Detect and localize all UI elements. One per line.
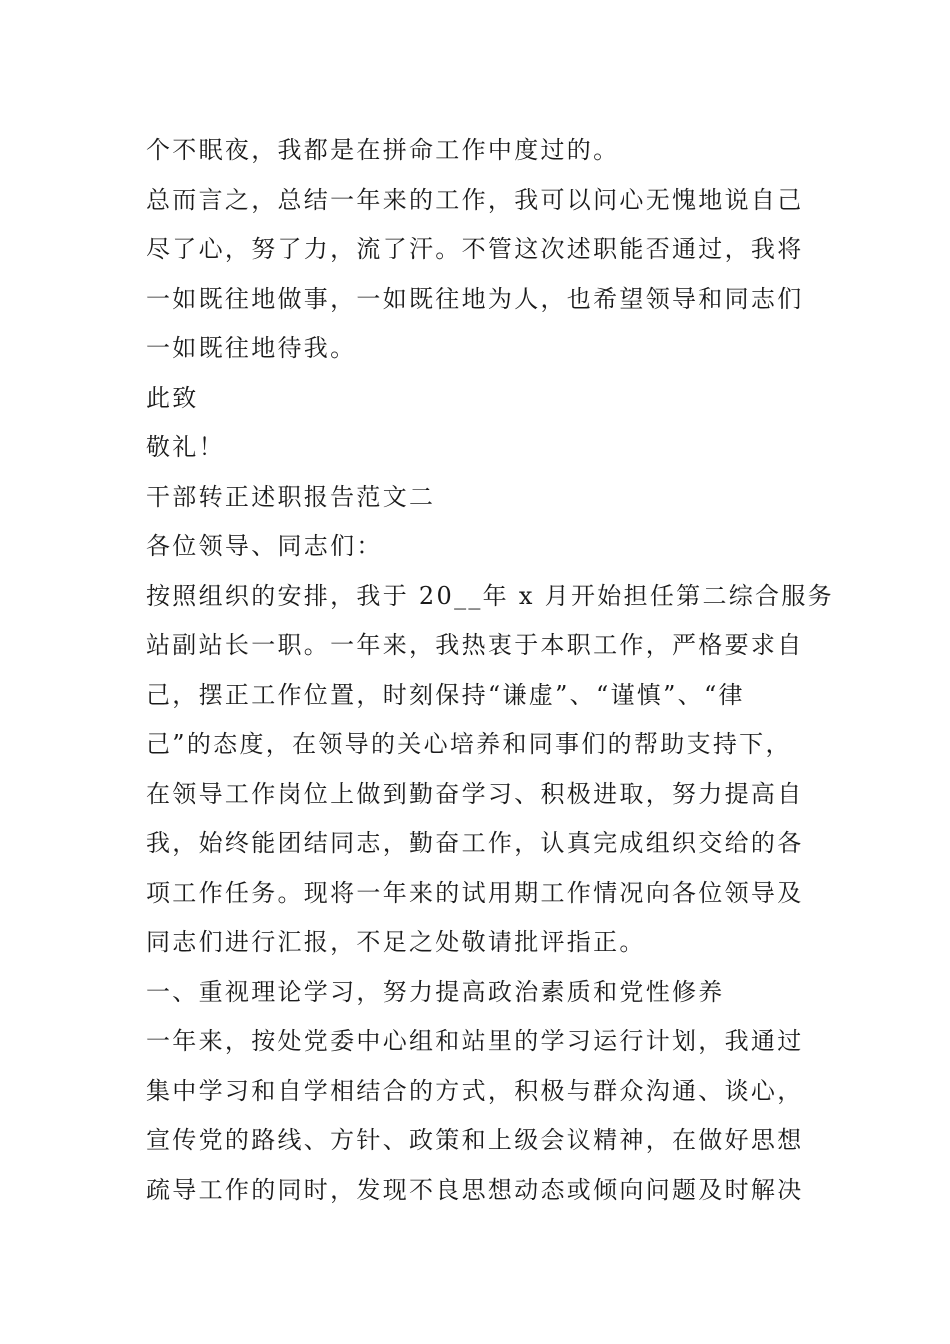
closing-phrase: 此致 [146, 383, 199, 412]
text-line: 一年来，按处党委中心组和站里的学习运行计划，我通过 [146, 1027, 804, 1055]
text-line: 宣传党的路线、方针、政策和上级会议精神，在做好思想 [146, 1126, 804, 1154]
text-line: 个不眠夜，我都是在拼命工作中度过的。 [146, 136, 620, 164]
text-line: 己，摆正工作位置，时刻保持“谦虚”、“谨慎”、“律 [146, 680, 745, 709]
text-line: 同志们进行汇报，不足之处敬请批评指正。 [146, 928, 646, 956]
section-heading: 一、重视理论学习，努力提高政治素质和党性修养 [146, 977, 725, 1006]
greeting: 各位领导、同志们： [146, 532, 383, 560]
text-line: 我，始终能团结同志，勤奋工作，认真完成组织交给的各 [146, 829, 804, 857]
text-line: 一如既往地待我。 [146, 334, 357, 362]
text-line: 项工作任务。现将一年来的试用期工作情况向各位领导及 [146, 878, 804, 907]
text-line: 站副站长一职。一年来，我热衷于本职工作，严格要求自 [146, 631, 804, 659]
closing-salutation: 敬礼！ [146, 433, 225, 461]
text-line: 尽了心，努了力，流了汗。不管这次述职能否通过，我将 [146, 235, 804, 263]
document-body [146, 126, 834, 1215]
text-line: 按照组织的安排，我于 20__年 x 月开始担任第二综合服务 [146, 581, 834, 610]
text-line: 疏导工作的同时，发现不良思想动态或倾向问题及时解决 [146, 1175, 804, 1204]
text-line: 总而言之，总结一年来的工作，我可以问心无愧地说自己 [146, 185, 804, 214]
text-line: 在领导工作岗位上做到勤奋学习、积极进取，努力提高自 [146, 779, 804, 808]
text-line: 一如既往地做事，一如既往地为人，也希望领导和同志们 [146, 284, 804, 313]
section-title: 干部转正述职报告范文二 [146, 482, 436, 511]
text-line: 己”的态度，在领导的关心培养和同事们的帮助支持下， [146, 730, 792, 758]
text-line: 集中学习和自学相结合的方式，积极与群众沟通、谈心， [146, 1076, 804, 1105]
